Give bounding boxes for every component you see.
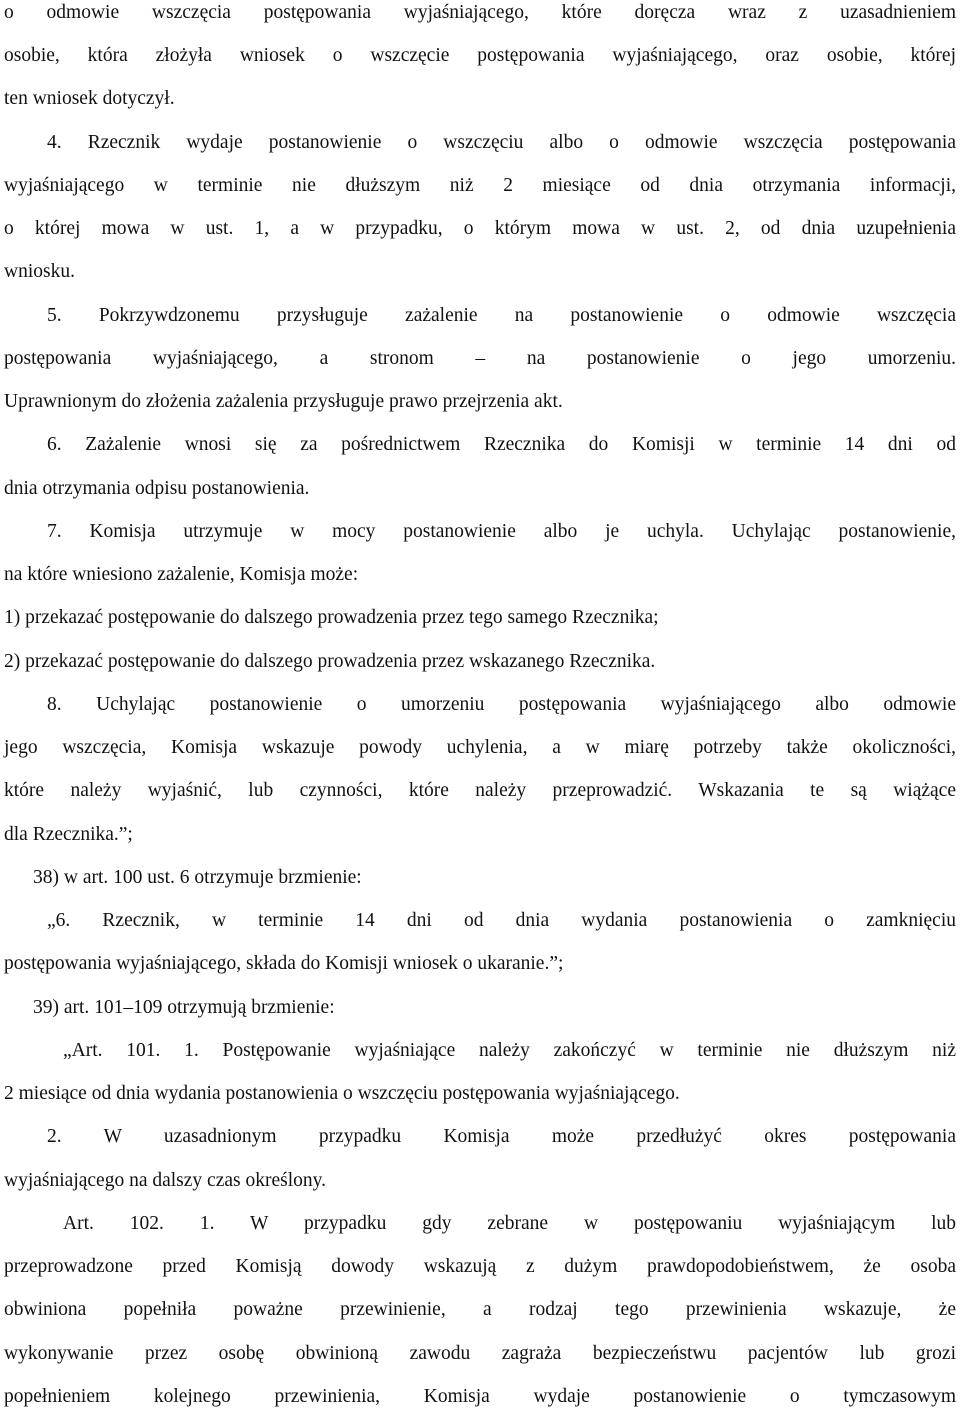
- text-line: osobie, która złożyła wniosek o wszczęcie postępowania wyjaśniającego, oraz osobie, której: [4, 45, 956, 66]
- text-line: o której mowa w ust. 1, a w przypadku, o którym mowa w ust. 2, od dnia uzupełnienia: [4, 218, 956, 239]
- text-line: wyjaśniającego na dalszy czas określony.: [4, 1170, 326, 1191]
- paragraph-5-line: 5. Pokrzywdzonemu przysługuje zażalenie na postanowienie o odmowie wszczęcia: [47, 305, 956, 326]
- text-line: ten wniosek dotyczył.: [4, 88, 175, 109]
- text-line: obwiniona popełniła poważne przewinienie, a rodzaj tego przewinienia wskazuje, że: [4, 1299, 956, 1320]
- text-line: wniosku.: [4, 261, 75, 282]
- paragraph-2-line: 2. W uzasadnionym przypadku Komisja może przedłużyć okres postępowania: [47, 1126, 956, 1147]
- text-line: dnia otrzymania odpisu postanowienia.: [4, 478, 310, 499]
- text-line: dla Rzecznika.”;: [4, 824, 133, 845]
- text-line: o odmowie wszczęcia postępowania wyjaśniającego, które doręcza wraz z uzasadnieniem: [4, 2, 956, 23]
- text-line: 2 miesiące od dnia wydania postanowienia o wszczęciu postępowania wyjaśniającego.: [4, 1083, 680, 1104]
- list-item-line: 1) przekazać postępowanie do dalszego prowadzenia przez tego samego Rzecznika;: [4, 607, 659, 628]
- paragraph-7-line: 7. Komisja utrzymuje w mocy postanowienie albo je uchyla. Uchylając postanowienie,: [47, 521, 956, 542]
- paragraph-8-line: 8. Uchylając postanowienie o umorzeniu postępowania wyjaśniającego albo odmowie: [47, 694, 956, 715]
- text-line: postępowania wyjaśniającego, składa do Komisji wniosek o ukaranie.”;: [4, 953, 564, 974]
- text-line: postępowania wyjaśniającego, a stronom – na postanowienie o jego umorzeniu.: [4, 348, 956, 369]
- text-line: wykonywanie przez osobę obwinioną zawodu zagraża bezpieczeństwu pacjentów lub grozi: [4, 1343, 956, 1364]
- quoted-text-line: „6. Rzecznik, w terminie 14 dni od dnia wydania postanowienia o zamknięciu: [47, 910, 956, 931]
- text-line: na które wniesiono zażalenie, Komisja może:: [4, 564, 359, 585]
- amendment-point-line: 39) art. 101–109 otrzymują brzmienie:: [33, 997, 335, 1018]
- article-101-line: „Art. 101. 1. Postępowanie wyjaśniające należy zakończyć w terminie nie dłuższym niż: [63, 1040, 956, 1061]
- amendment-point-line: 38) w art. 100 ust. 6 otrzymuje brzmienie:: [33, 867, 362, 888]
- article-102-line: Art. 102. 1. W przypadku gdy zebrane w postępowaniu wyjaśniającym lub: [63, 1213, 956, 1234]
- text-line: popełnieniem kolejnego przewinienia, Komisja wydaje postanowienie o tymczasowym: [4, 1386, 956, 1407]
- text-line: które należy wyjaśnić, lub czynności, które należy przeprowadzić. Wskazania te są wiążące: [4, 780, 956, 801]
- text-line: jego wszczęcia, Komisja wskazuje powody uchylenia, a w miarę potrzeby także okoliczności,: [4, 737, 956, 758]
- text-line: wyjaśniającego w terminie nie dłuższym niż 2 miesiące od dnia otrzymania informacji,: [4, 175, 956, 196]
- list-item-line: 2) przekazać postępowanie do dalszego prowadzenia przez wskazanego Rzecznika.: [4, 651, 656, 672]
- paragraph-6-line: 6. Zażalenie wnosi się za pośrednictwem Rzecznika do Komisji w terminie 14 dni od: [47, 434, 956, 455]
- text-line: przeprowadzone przed Komisją dowody wskazują z dużym prawdopodobieństwem, że osoba: [4, 1256, 956, 1277]
- paragraph-4-line: 4. Rzecznik wydaje postanowienie o wszczęciu albo o odmowie wszczęcia postępowania: [47, 132, 956, 153]
- text-line: Uprawnionym do złożenia zażalenia przysługuje prawo przejrzenia akt.: [4, 391, 563, 412]
